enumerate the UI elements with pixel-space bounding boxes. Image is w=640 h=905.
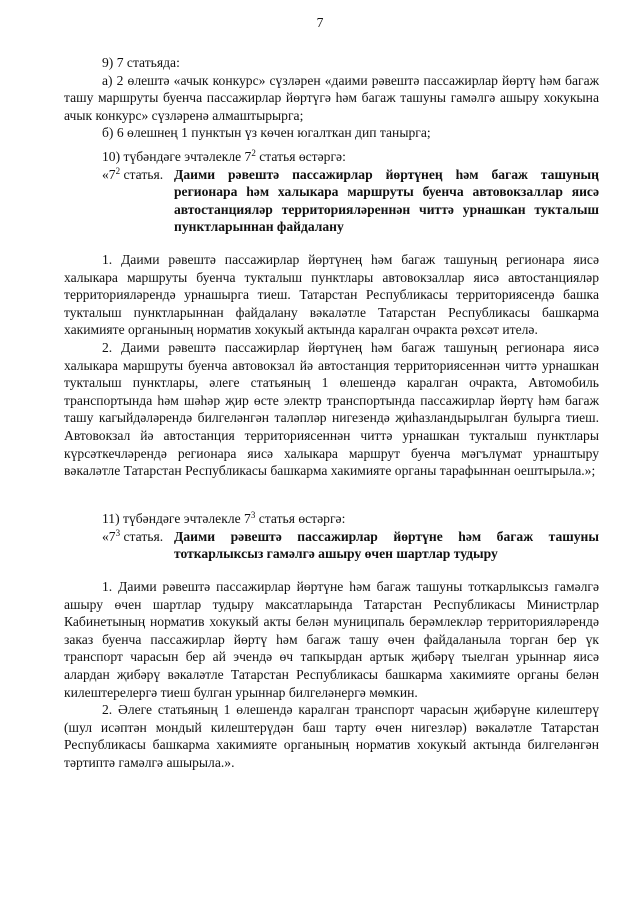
item-11-heading: 11) түбәндәге эчтәлекле $7^3$ статья өстәргә: bbox=[102, 510, 346, 526]
article-7-3-body bbox=[64, 578, 599, 772]
article-7-2-label: «$7^2$ статья. bbox=[102, 165, 164, 182]
item-10-heading: 10) түбәндәге эчтәлекле $7^2$ статья өстәргә: bbox=[102, 148, 346, 164]
article-7-3-title: Даими рәвештә пассажирлар йөртүне һәм багаж ташуны тоткарлыксыз гамәлгә ашыру өчен шартлар тудыру bbox=[174, 528, 599, 562]
article-7-2-body bbox=[64, 251, 599, 480]
item-11 bbox=[64, 510, 599, 563]
page-number: 7 bbox=[316, 15, 324, 30]
article-7-3-paragraph-1: 1. Даими рәвештә пассажирлар йөртүне һәм багаж ташуны тоткарлыксыз гамәлгә ашыру өчен шартлар тудыру максатларында Татарстан Республикасы Министрлар Кабинетының норматив хокукый акты белән муниципаль берәмлекләр территорияләрендә заказ буенча пассажирлар йөртү һәм багаж ташу өчен файдаланыла торган бер үк транспорт чарасын бер ай эчендә өч тапкырдан артык җибәрү тыелган урыннар яисә алардан җибәрү вәкаләтле Татарстан Республикасы башкарма хакимияте органы белән килештерелергә тиеш булган урыннар билгеләнергә мөмкин. bbox=[64, 579, 599, 700]
item-9-subitem-a: а) 2 өлештә «ачык конкурс» сүзләрен «даими рәвештә пассажирлар йөртү һәм багаж ташу маршруты буенча пассажирлар йөртүгә һәм багаж ташуны гамәлгә ашыру хокукына ачык конкурс» сүзләренә алмаштырырга; bbox=[64, 72, 599, 123]
item-9-subitem-b: б) 6 өлешнең 1 пунктын үз көчен югалткан дип танырга; bbox=[102, 125, 431, 141]
item-9 bbox=[64, 54, 599, 142]
article-7-3-header bbox=[64, 528, 599, 563]
article-7-2-paragraph-2: 2. Даими рәвештә пассажирлар йөртүнең һәм багаж ташуның регионара яисә халыкара маршруты буенча автовокзал йә автостанция территориясеннән читтә урнашкан тукталыш пунктлары, әлеге статьяның 1 өлешендә каралган очракта, Автомобиль транспортында һәм шәһәр җир өсте электр транспортында пассажирлар йөртү һәм багаж ташу кагыйдәләрендә билгеләнгән таләпләр нигезендә җиһазландырылган булырга тиеш. Автовокзал йә автостанция территориясеннән читтә урнашкан тукталыш пунктлары күрсәткечләрендә регионара яисә халыкара маршрут буенча мәгълүмат урнаштыру вәкаләтле Татарстан Республикасы башкарма хакимияте органы тарафыннан оештырыла.»; bbox=[64, 339, 599, 479]
article-7-2-paragraph-1: 1. Даими рәвештә пассажирлар йөртүнең һәм багаж ташуның регионара яисә халыкара маршруты буенча тукталыш пунктлары автовокзаллар яисә автостанцияләр территорияләрендә урнашырга тиеш. Татарстан Республикасы территориясендә башка тукталыш пунктларыннан файдалану вәкаләтле Татарстан Республикасы башкарма хакимияте органының норматив хокукый актында каралган очракта рөхсәт ителә. bbox=[64, 252, 599, 338]
article-7-2-header bbox=[64, 166, 599, 236]
article-7-3-paragraph-2: 2. Әлеге статьяның 1 өлешендә каралган транспорт чарасын җибәрүне килештерү (шул исәптән мондый килештерүдән баш тарту өчен нигезләр) вәкаләтле Татарстан Республикасы башкарма хакимияте органының норматив хокукый актында билгеләнгән тәртиптә гамәлгә ашырыла.». bbox=[64, 702, 599, 770]
item-10 bbox=[64, 148, 599, 236]
article-7-3-label: «$7^3$ статья. bbox=[102, 527, 164, 544]
item-9-heading: 9) 7 статьяда: bbox=[102, 55, 180, 70]
article-7-2-title: Даими рәвештә пассажирлар йөртүнең һәм багаж ташуның регионара һәм халыкара маршруты буенча автовокзаллар яисә автостанцияләр территорияләреннән читтә урнашкан тукталыш пунктларыннан файдалану bbox=[174, 166, 599, 235]
